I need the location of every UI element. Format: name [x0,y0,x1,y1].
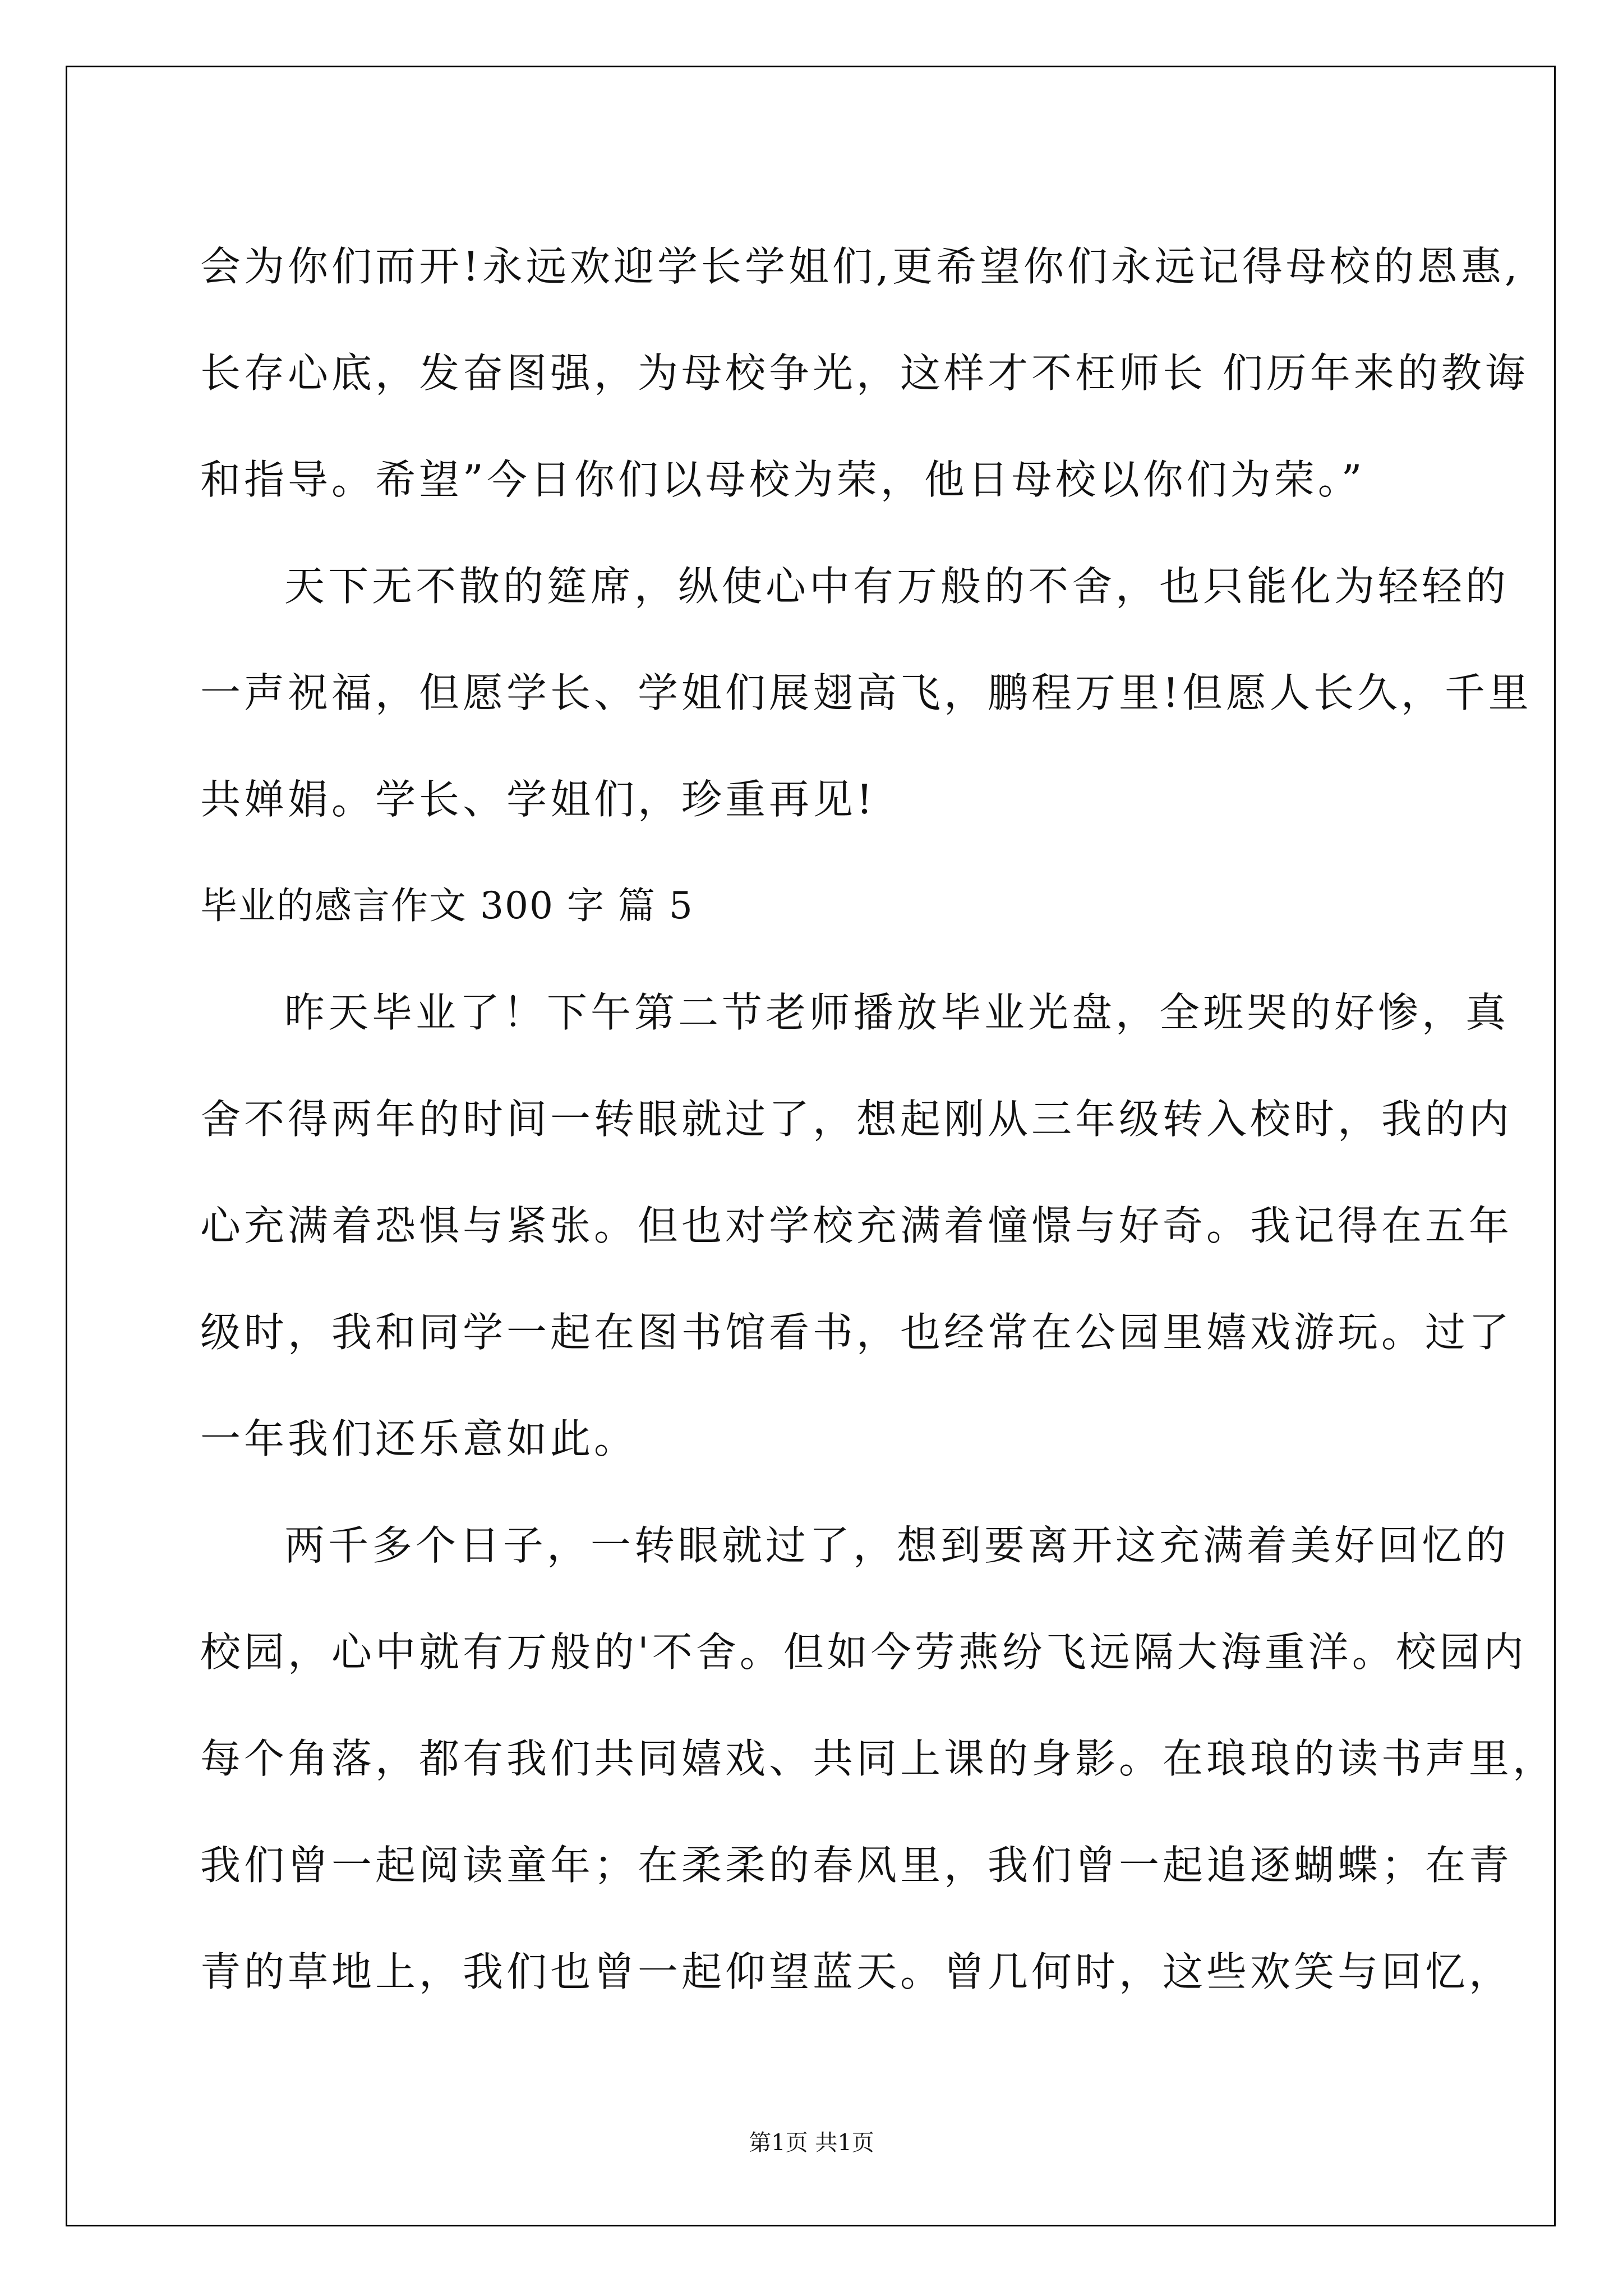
text-line: 共婵娟。学长、学姐们，珍重再见! [200,776,876,823]
paragraph [200,533,1532,853]
text-line: 舍不得两年的时间一转眼就过了，想起刚从三年级转入校时，我的内 [200,1096,1513,1143]
paragraph [200,1492,1557,2025]
paragraph [200,213,1529,533]
page-number-label: 第1页 共1页 [749,2130,874,2156]
section-heading-text: 毕业的感言作文 300 字 篇 5 [200,884,694,927]
text-line: 会为你们而开!永远欢迎学长学姐们,更希望你们永远记得母校的恩惠, [200,243,1521,290]
text-line: 校园，心中就有万般的'不舍。但如今劳燕纷飞远隔大海重洋。校园内 [200,1628,1527,1676]
text-line: 两千多个日子，一转眼就过了，想到要离开这充满着美好回忆的 [284,1522,1510,1569]
document-body [200,213,1557,2025]
text-line: 青的草地上，我们也曾一起仰望蓝天。曾几何时，这些欢笑与回忆， [200,1948,1513,1995]
text-line: 长存心底，发奋图强，为母校争光，这样才不枉师长 们历年来的教诲 [200,349,1529,397]
text-line: 心充满着恐惧与紧张。但也对学校充满着憧憬与好奇。我记得在五年 [200,1202,1513,1249]
text-line: 和指导。希望”今日你们以母校为荣，他日母校以你们为荣。” [200,456,1366,503]
section-heading [200,853,1434,959]
text-line: 一声祝福，但愿学长、学姐们展翅高飞，鹏程万里!但愿人长久，千里 [200,669,1532,716]
text-line: 昨天毕业了！下午第二节老师播放毕业光盘，全班哭的好惨，真 [284,989,1510,1036]
text-line: 我们曾一起阅读童年；在柔柔的春风里，我们曾一起追逐蝴蝶；在青 [200,1842,1513,1889]
text-line: 一年我们还乐意如此。 [200,1415,638,1462]
text-line: 天下无不散的筵席，纵使心中有万般的不舍，也只能化为轻轻的 [284,563,1510,610]
page-footer [0,2126,1623,2160]
paragraph [200,959,1513,1492]
text-line: 级时，我和同学一起在图书馆看书，也经常在公园里嬉戏游玩。过了 [200,1309,1513,1356]
text-line: 每个角落，都有我们共同嬉戏、共同上课的身影。在琅琅的读书声里， [200,1735,1557,1782]
